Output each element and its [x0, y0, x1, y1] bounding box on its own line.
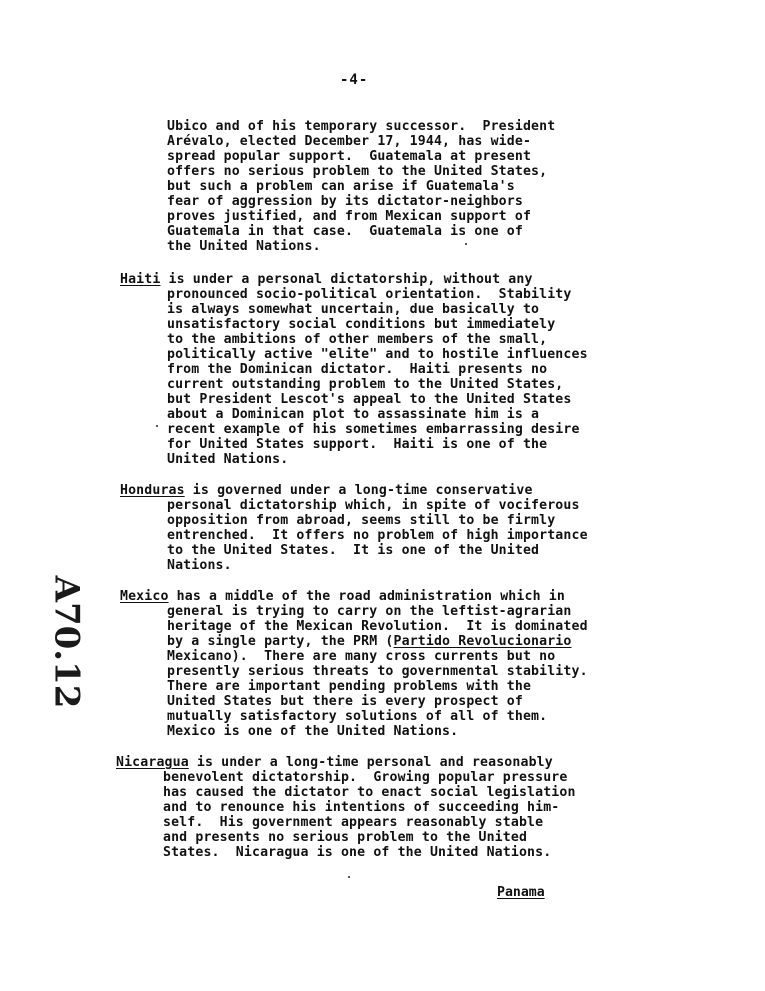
country-heading-mexico: Mexico [120, 589, 169, 604]
text-line: and to renounce his intentions of succeeding him- [163, 800, 560, 815]
text-line: politically active "elite" and to hostile influences [167, 347, 588, 362]
text-line: self. His government appears reasonably stable [163, 815, 544, 830]
text-line [116, 755, 553, 770]
text-line: for United States support. Haiti is one of the [167, 437, 548, 452]
country-heading-honduras: Honduras [120, 483, 185, 498]
text-line: but such a problem can arise if Guatemala's [167, 179, 515, 194]
text-line: There are important pending problems with the [167, 679, 532, 694]
text-line: general is trying to carry on the leftist-agrarian [167, 604, 572, 619]
text-line: pronounced socio-political orientation. Stability [167, 287, 572, 302]
text-line: spread popular support. Guatemala at present [167, 149, 532, 164]
text-fragment: has a middle of the road administration which in [168, 589, 565, 604]
scan-speck [156, 425, 158, 427]
text-line: United Nations. [167, 452, 289, 467]
text-fragment: by a single party, the PRM ( [167, 634, 394, 649]
text-line: to the ambitions of other members of the small, [167, 332, 548, 347]
handwritten-margin-note [30, 575, 87, 709]
text-line: to the United States. It is one of the United [167, 543, 540, 558]
margin-note-text: A70.12 [46, 575, 87, 709]
text-line: entrenched. It offers no problem of high importance [167, 528, 588, 543]
text-line: presently serious threats to governmental stability. [167, 664, 588, 679]
text-line: Mexico is one of the United Nations. [167, 724, 459, 739]
text-line: and presents no serious problem to the United [163, 830, 528, 845]
text-line: recent example of his sometimes embarrassing desire [167, 422, 580, 437]
text-line: Arévalo, elected December 17, 1944, has wide- [167, 134, 532, 149]
text-line: unsatisfactory social conditions but immediately [167, 317, 556, 332]
text-line: fear of aggression by its dictator-neighbors [167, 194, 523, 209]
text-line: proves justified, and from Mexican support of [167, 209, 532, 224]
text-line: about a Dominican plot to assassinate him is a [167, 407, 540, 422]
text-line: opposition from abroad, seems still to be firmly [167, 513, 556, 528]
text-fragment: is under a long-time personal and reasonably [188, 755, 553, 770]
text-line: from the Dominican dictator. Haiti presents no [167, 362, 548, 377]
text-line: has caused the dictator to enact social legislation [163, 785, 576, 800]
text-line: offers no serious problem to the United States, [167, 164, 548, 179]
country-heading-haiti: Haiti [120, 272, 161, 287]
text-line: current outstanding problem to the United States, [167, 377, 564, 392]
text-line [120, 483, 533, 498]
text-line: personal dictatorship which, in spite of vociferous [167, 498, 580, 513]
text-line [167, 634, 572, 649]
party-name: Partido Revolucionario [393, 634, 572, 649]
text-fragment: is governed under a long-time conservative [184, 483, 533, 498]
text-line: is always somewhat uncertain, due basically to [167, 302, 540, 317]
page-number: -4- [340, 72, 369, 88]
text-line: Mexicano). There are many cross currents but no [167, 649, 556, 664]
text-line: Ubico and of his temporary successor. President [167, 119, 556, 134]
text-line: mutually satisfactory solutions of all of them. [167, 709, 548, 724]
text-line [120, 589, 565, 604]
text-fragment: is under a personal dictatorship, without any [160, 272, 533, 287]
text-line: Guatemala in that case. Guatemala is one of [167, 224, 523, 239]
scan-speck [348, 876, 350, 878]
text-line: heritage of the Mexican Revolution. It is dominated [167, 619, 588, 634]
text-line: United States but there is every prospect of [167, 694, 523, 709]
text-line: benevolent dictatorship. Growing popular pressure [163, 770, 568, 785]
text-line: but President Lescot's appeal to the United States [167, 392, 572, 407]
text-line [120, 272, 533, 287]
text-line: the United Nations. [167, 239, 321, 254]
scan-speck [465, 243, 467, 245]
text-line: States. Nicaragua is one of the United Nations. [163, 845, 552, 860]
text-line: Nations. [167, 558, 232, 573]
country-heading-nicaragua: Nicaragua [116, 755, 189, 770]
next-page-catchword: Panama [497, 885, 545, 900]
